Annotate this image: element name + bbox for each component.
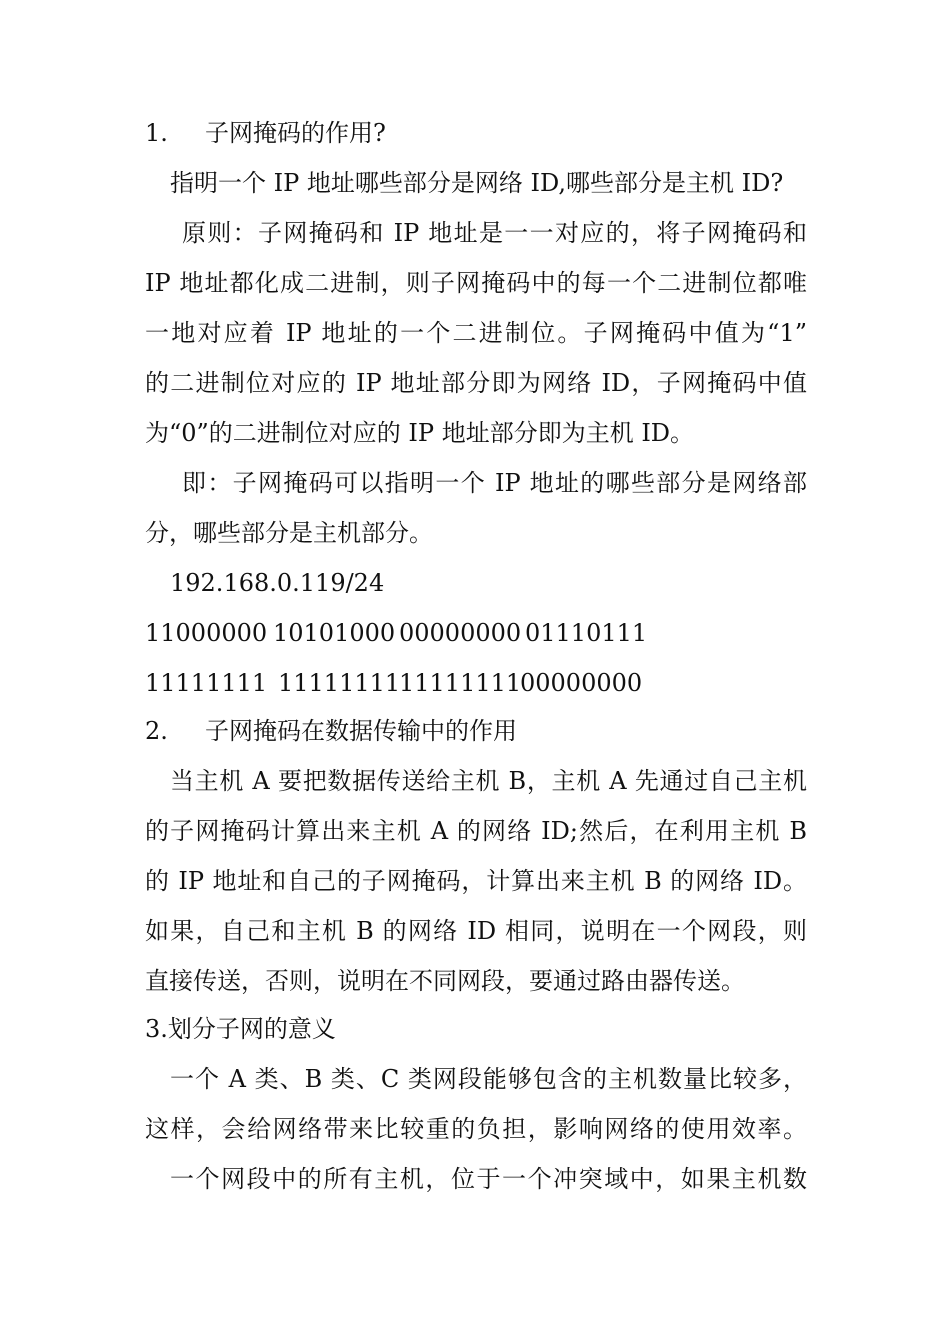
binary-address-octet: 10101000 — [273, 619, 396, 647]
section2-line-2: 的子网掩码计算出来主机 A 的网络 ID;然后，在利用主机 B — [145, 817, 807, 845]
binary-address-octet: 11000000 — [145, 619, 268, 647]
binary-mask-octet: 00000000 — [520, 669, 643, 697]
section1-number: 1. — [145, 119, 168, 147]
section2-heading — [145, 716, 517, 746]
section2-line-4: 如果，自己和主机 B 的网络 ID 相同，说明在一个网段，则 — [145, 917, 807, 945]
section2-line-3: 的 IP 地址和自己的子网掩码，计算出来主机 B 的网络 ID。 — [145, 867, 807, 895]
section3-heading: 3.划分子网的意义 — [145, 1015, 336, 1043]
principle-line-3: 一地对应着 IP 地址的一个二进制位。子网掩码中值为“1” — [145, 319, 807, 347]
section2-number: 2. — [145, 717, 168, 745]
binary-mask-octet: 11111111 — [278, 669, 401, 697]
principle-line-4: 的二进制位对应的 IP 地址部分即为网络 ID，子网掩码中值 — [145, 369, 807, 397]
section2-line-5: 直接传送，否则，说明在不同网段，要通过路由器传送。 — [145, 967, 745, 995]
binary-mask-octet: 11111111 — [399, 669, 522, 697]
principle-line-1: 原则：子网掩码和 IP 地址是一一对应的，将子网掩码和 — [182, 219, 807, 247]
example-address: 192.168.0.119/24 — [170, 569, 385, 597]
binary-mask-octet: 11111111 — [145, 669, 268, 697]
binary-address-octet: 00000000 — [399, 619, 522, 647]
principle-line-5: 为“0”的二进制位对应的 IP 地址部分即为主机 ID。 — [145, 419, 695, 447]
summary-line-1: 即：子网掩码可以指明一个 IP 地址的哪些部分是网络部 — [182, 469, 807, 497]
section3-line-2: 这样，会给网络带来比较重的负担，影响网络的使用效率。 — [145, 1115, 807, 1143]
binary-address-octet: 01110111 — [525, 619, 648, 647]
principle-line-2: IP 地址都化成二进制，则子网掩码中的每一个二进制位都唯 — [145, 269, 807, 297]
section1-heading — [145, 118, 386, 148]
section3-line-1: 一个 A 类、B 类、C 类网段能够包含的主机数量比较多， — [170, 1065, 807, 1093]
section3-line-3: 一个网段中的所有主机，位于一个冲突域中，如果主机数 — [170, 1165, 807, 1193]
section1-intro: 指明一个 IP 地址哪些部分是网络 ID,哪些部分是主机 ID? — [170, 169, 784, 197]
section1-title: 子网掩码的作用? — [205, 119, 386, 147]
binary-mask-row — [145, 668, 642, 698]
summary-line-2: 分，哪些部分是主机部分。 — [145, 519, 433, 547]
binary-address-row — [145, 618, 647, 648]
section2-title: 子网掩码在数据传输中的作用 — [205, 717, 517, 745]
section2-line-1: 当主机 A 要把数据传送给主机 B，主机 A 先通过自己主机 — [170, 767, 807, 795]
